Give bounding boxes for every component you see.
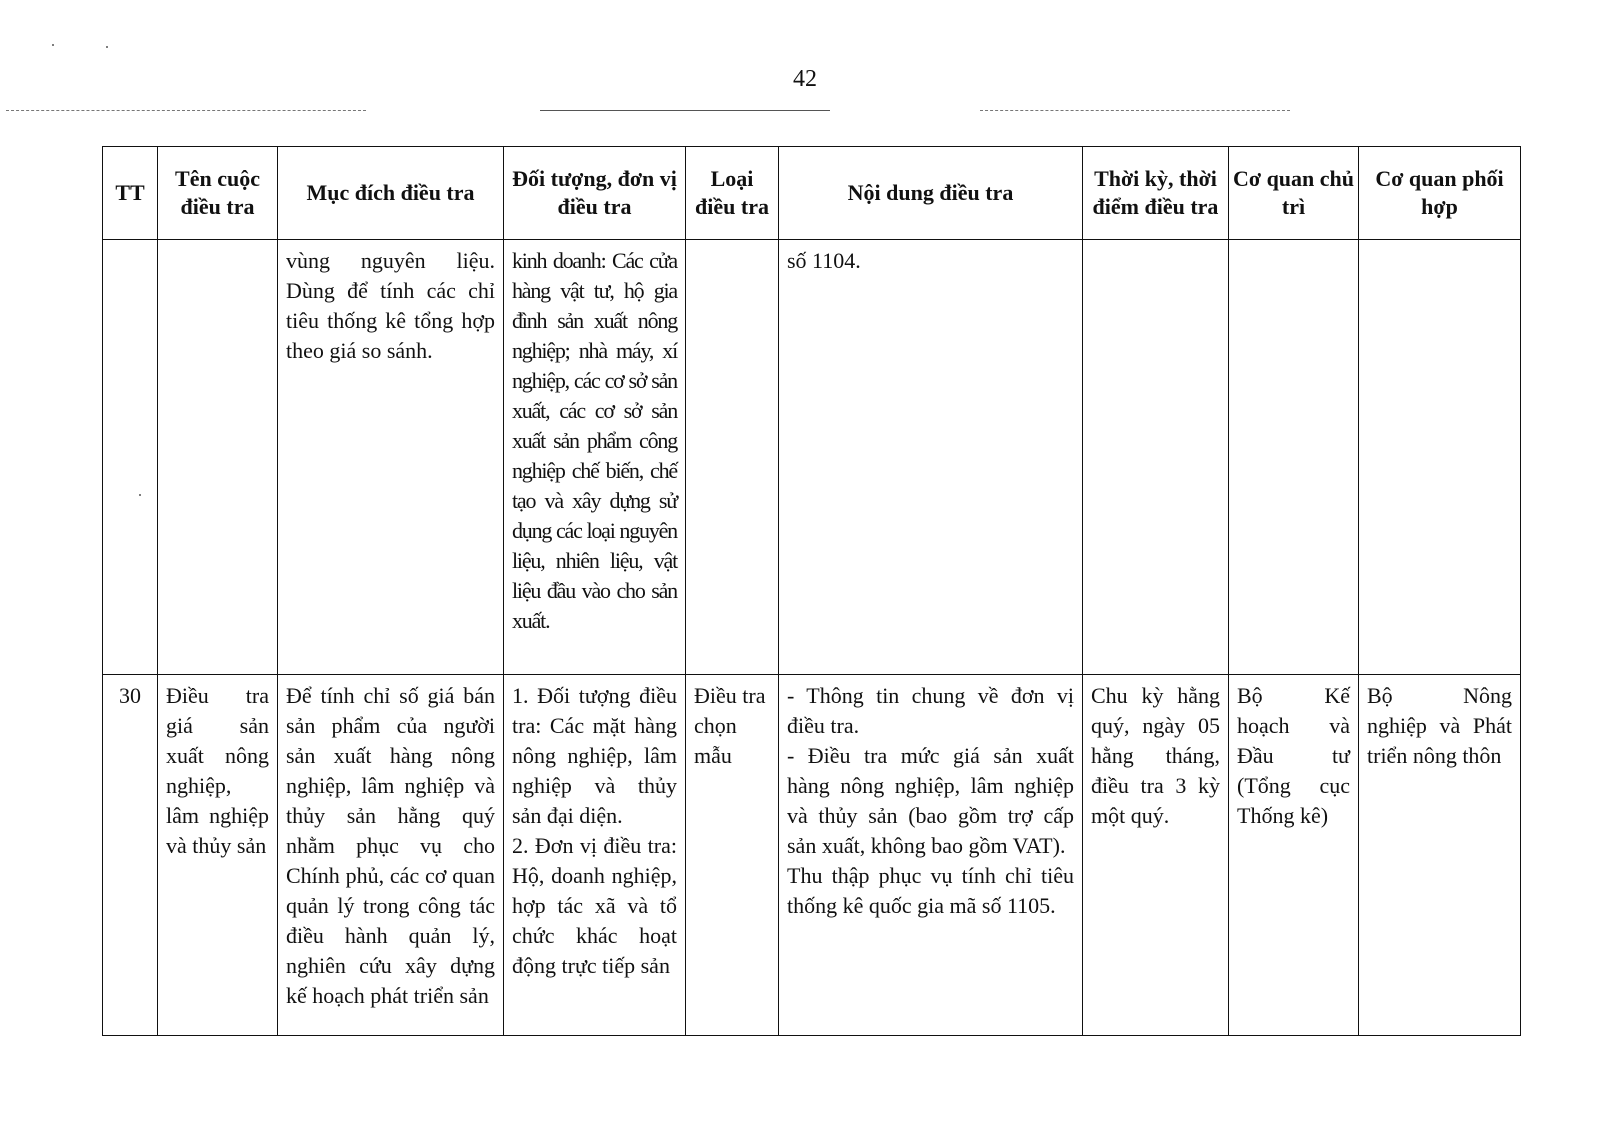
cell-type — [686, 240, 779, 675]
scan-rule-left — [6, 110, 366, 111]
header-row — [103, 147, 1521, 240]
content-item-2: - Điều tra mức giá sản xuất hàng nông nghiệp, lâm nghiệp và thủy sản (bao gồm trợ cấp sản xuất, không bao gồm VAT). — [787, 743, 1074, 858]
cell-tt — [103, 240, 158, 675]
cell-purpose-text: Để tính chỉ số giá bán sản phẩm của người sản xuất hàng nông nghiệp, lâm nghiệp và thủy sản hằng quý nhằm phục vụ cho Chính phủ, các cơ quan quản lý trong công tác điều hành quản lý, nghiên cứu xây dựng kế hoạch phát triển sản — [286, 683, 495, 1008]
cell-subject — [504, 675, 686, 1036]
header-lead: Cơ quan chủ trì — [1229, 147, 1359, 240]
cell-content — [779, 675, 1083, 1036]
cell-name — [158, 240, 278, 675]
header-tt: TT — [103, 147, 158, 240]
survey-table — [102, 146, 1521, 1036]
page-number: 42 — [793, 66, 817, 92]
table-row-continuation — [103, 240, 1521, 675]
header-type: Loại điều tra — [686, 147, 779, 240]
content-item-3: Thu thập phục vụ tính chỉ tiêu thống kê quốc gia mã số 1105. — [787, 863, 1074, 918]
cell-subject: kinh doanh: Các cửa hàng vật tư, hộ gia đình sản xuất nông nghiệp; nhà máy, xí nghiệp, các cơ sở sản xuất, các cơ sở sản xuất sản phẩm công nghiệp chế biến, chế tạo và xây dựng sử dụng các loại nguyên liệu, nhiên liệu, vật liệu đầu vào cho sản xuất. — [504, 240, 686, 675]
cell-period: Chu kỳ hằng quý, ngày 05 hằng tháng, điều tra 3 kỳ một quý. — [1083, 675, 1229, 1036]
cell-period — [1083, 240, 1229, 675]
cell-content: số 1104. — [779, 240, 1083, 675]
table-row-30 — [103, 675, 1521, 1036]
subject-item-1: 1. Đối tượng điều tra: Các mặt hàng nông nghiệp, lâm nghiệp và thủy sản đại diện. — [512, 683, 677, 828]
header-partner: Cơ quan phối hợp — [1359, 147, 1521, 240]
cell-name: Điều tra giá sản xuất nông nghiệp, lâm nghiệp và thủy sản — [158, 675, 278, 1036]
header-period: Thời kỳ, thời điểm điều tra — [1083, 147, 1229, 240]
header-purpose: Mục đích điều tra — [278, 147, 504, 240]
scan-speck — [52, 44, 54, 46]
cell-subject-text — [512, 681, 677, 981]
cell-purpose — [278, 675, 504, 1036]
cell-partner: Bộ Nông nghiệp và Phát triển nông thôn — [1359, 675, 1521, 1036]
scan-rule-right — [980, 110, 1290, 111]
scan-speck — [106, 46, 108, 48]
cell-type: Điều tra chọn mẫu — [686, 675, 779, 1036]
scan-rule-center — [540, 110, 830, 111]
cell-tt: 30 — [103, 675, 158, 1036]
cell-purpose: vùng nguyên liệu. Dùng để tính các chỉ tiêu thống kê tổng hợp theo giá so sánh. — [278, 240, 504, 675]
header-name: Tên cuộc điều tra — [158, 147, 278, 240]
header-subject: Đối tượng, đơn vị điều tra — [504, 147, 686, 240]
cell-lead — [1229, 240, 1359, 675]
subject-item-2: 2. Đơn vị điều tra: Hộ, doanh nghiệp, hợp tác xã và tổ chức khác hoạt động trực tiếp sản — [512, 833, 677, 978]
content-item-1: - Thông tin chung về đơn vị điều tra. — [787, 683, 1074, 738]
cell-lead: Bộ Kế hoạch và Đầu tư (Tổng cục Thống kê) — [1229, 675, 1359, 1036]
cell-partner — [1359, 240, 1521, 675]
header-content: Nội dung điều tra — [779, 147, 1083, 240]
